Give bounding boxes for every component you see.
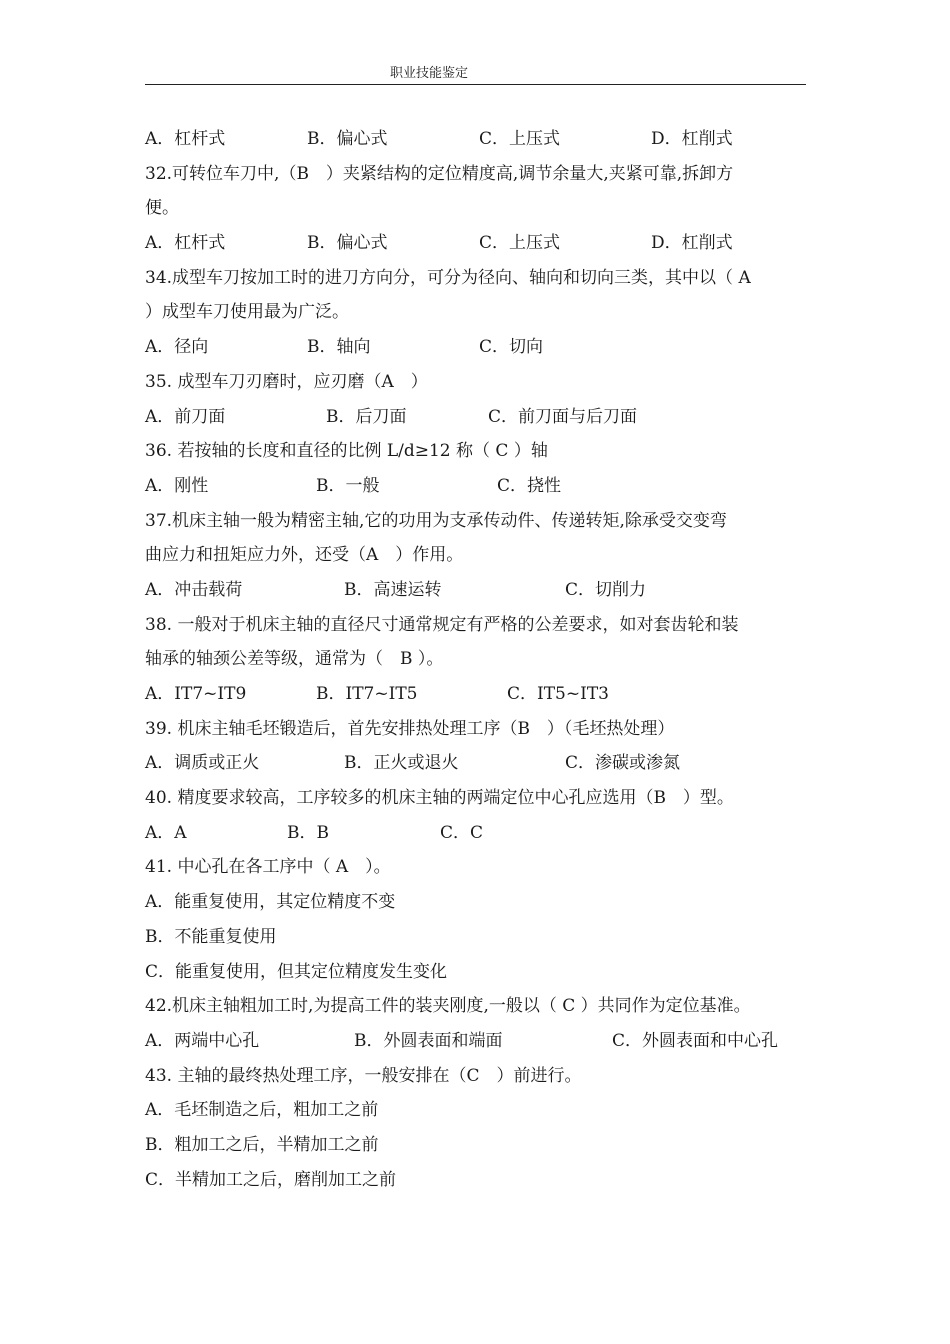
option-a: A．刚性 — [145, 475, 209, 496]
option-c: C．挠性 — [497, 475, 562, 496]
option-b: B．高速运转 — [344, 579, 442, 600]
option-b: B．正火或退火 — [344, 753, 459, 774]
options-line — [145, 469, 825, 504]
option-b: B．后刀面 — [326, 406, 407, 427]
options-line — [145, 573, 825, 608]
option-b: B．IT7~IT5 — [316, 684, 418, 704]
option-c: C．C — [440, 822, 484, 843]
option-c: C．切向 — [479, 337, 544, 358]
header-title: 职业技能鉴定 — [390, 66, 469, 81]
question-42: 42.机床主轴粗加工时,为提高工件的装夹刚度,一般以（ C ）共同作为定位基准。 — [145, 996, 751, 1017]
option-b: B．不能重复使用 — [145, 926, 277, 947]
option-a: A．调质或正火 — [145, 753, 260, 774]
option-c: C．切削力 — [565, 579, 647, 600]
question-41: 41. 中心孔在各工序中（ A ）。 — [145, 857, 391, 878]
option-d: D．杠削式 — [651, 129, 733, 149]
options-line — [145, 226, 825, 261]
option-a: A．IT7~IT9 — [145, 684, 247, 704]
option-b: B．粗加工之后，半精加工之前 — [145, 1134, 379, 1155]
option-c: C．前刀面与后刀面 — [488, 406, 638, 427]
option-b: B．一般 — [316, 475, 380, 496]
question-32: 32.可转位车刀中,（B ）夹紧结构的定位精度高,调节余量大,夹紧可靠,拆卸方 — [145, 163, 734, 184]
options-line — [145, 816, 825, 851]
option-c: C．外圆表面和中心孔 — [612, 1030, 779, 1051]
options-line — [145, 400, 825, 435]
question-39: 39. 机床主轴毛坯锻造后，首先安排热处理工序（B ）（毛坯热处理） — [145, 718, 675, 739]
option-a: A．A — [145, 822, 187, 843]
document-body — [145, 122, 825, 1197]
question-32-cont: 便。 — [145, 198, 179, 219]
option-c: C．上压式 — [479, 129, 561, 149]
option-a: A．杠杆式 — [145, 233, 226, 254]
option-c: C．渗碳或渗氮 — [565, 753, 681, 774]
question-34: 34.成型车刀按加工时的进刀方向分，可分为径向、轴向和切向三类，其中以（ A — [145, 267, 751, 288]
question-36: 36. 若按轴的长度和直径的比例 L/d≥12 称（ C ）轴 — [145, 441, 548, 462]
question-37-cont: 曲应力和扭矩应力外，还受（A ）作用。 — [145, 545, 464, 566]
option-a: A．杠杆式 — [145, 129, 226, 149]
option-c: C．IT5~IT3 — [507, 684, 609, 704]
option-c: C．半精加工之后，磨削加工之前 — [145, 1169, 397, 1190]
options-line — [145, 677, 825, 712]
option-b: B．外圆表面和端面 — [354, 1030, 503, 1051]
option-a: A．两端中心孔 — [145, 1030, 260, 1051]
question-34-cont: ）成型车刀使用最为广泛。 — [145, 302, 349, 323]
option-a: A．毛坯制造之后，粗加工之前 — [145, 1100, 379, 1121]
question-38-cont: 轴承的轴颈公差等级，通常为（ B ）。 — [145, 649, 444, 670]
option-c: C．能重复使用，但其定位精度发生变化 — [145, 961, 448, 982]
option-c: C．上压式 — [479, 233, 561, 254]
options-line — [145, 746, 825, 781]
option-b: B．偏心式 — [307, 129, 388, 149]
option-a: A．前刀面 — [145, 406, 226, 427]
option-b: B．轴向 — [307, 337, 371, 358]
question-40: 40. 精度要求较高，工序较多的机床主轴的两端定位中心孔应选用（B ）型。 — [145, 788, 734, 809]
question-37: 37.机床主轴一般为精密主轴,它的功用为支承传动件、传递转矩,除承受交变弯 — [145, 510, 727, 531]
option-b: B．偏心式 — [307, 233, 388, 254]
options-line — [145, 122, 825, 157]
question-38: 38. 一般对于机床主轴的直径尺寸通常规定有严格的公差要求，如对套齿轮和装 — [145, 614, 739, 635]
option-a: A．冲击载荷 — [145, 579, 243, 600]
page-header — [145, 64, 806, 85]
option-b: B．B — [287, 822, 329, 843]
option-a: A．能重复使用，其定位精度不变 — [145, 892, 396, 913]
question-35: 35. 成型车刀刃磨时，应刃磨（A ） — [145, 371, 428, 392]
question-43: 43. 主轴的最终热处理工序，一般安排在（C ）前进行。 — [145, 1065, 582, 1086]
option-d: D．杠削式 — [651, 233, 733, 254]
option-a: A．径向 — [145, 337, 209, 358]
options-line — [145, 1024, 825, 1059]
options-line — [145, 330, 825, 365]
